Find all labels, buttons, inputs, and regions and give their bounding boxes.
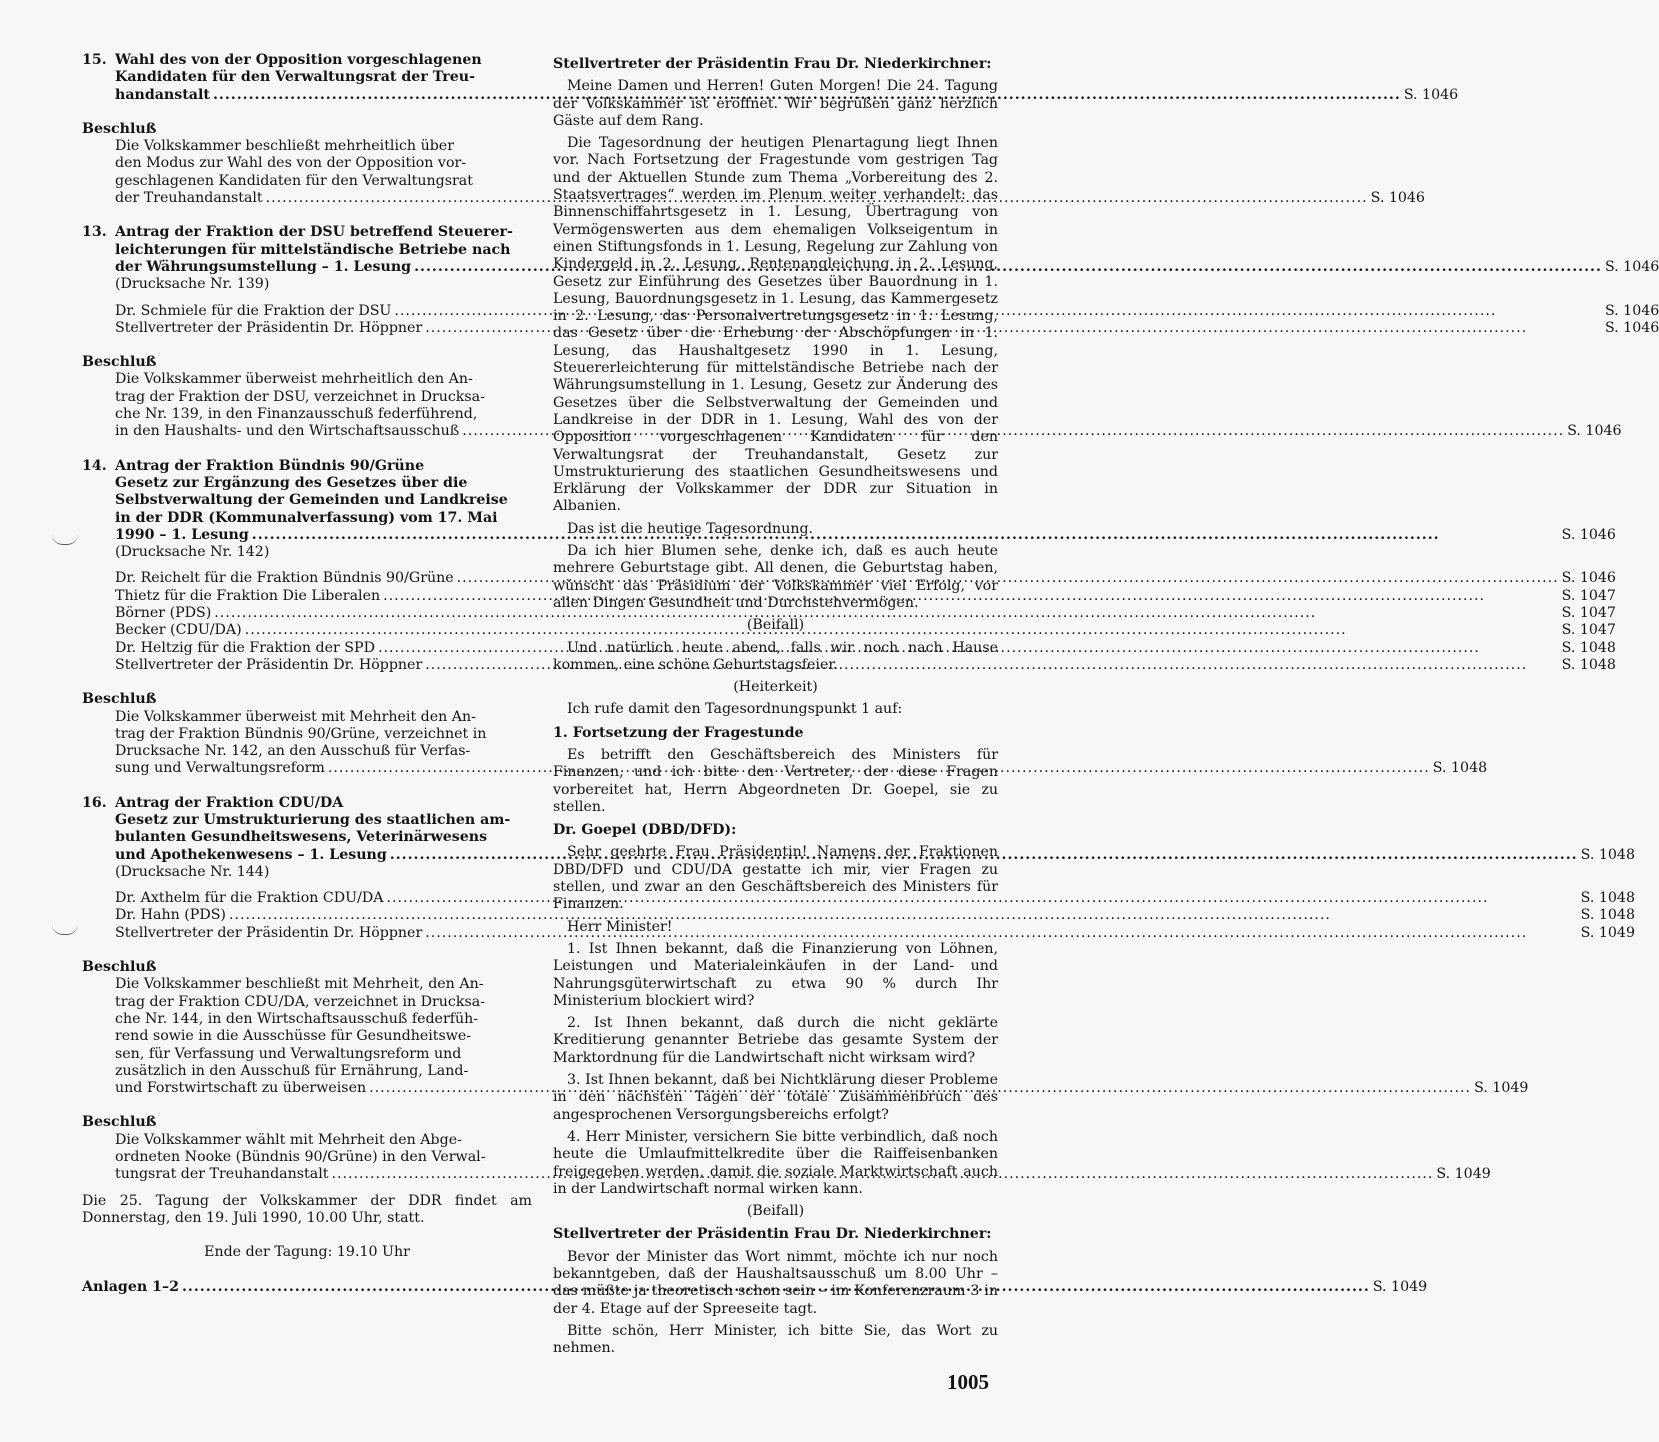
paragraph: Bitte schön, Herr Minister, ich bitte Sie, das Wort zu nehmen. — [553, 1322, 998, 1357]
item-number: 15. — [82, 52, 107, 68]
page-ref: S. 1046 — [1403, 86, 1459, 103]
paragraph: Herr Minister! — [567, 918, 673, 935]
item-number: 13. — [82, 224, 107, 241]
speaker-entry: Stellvertreter der Präsidentin Dr. Höppner ..... S. 1046 — [115, 320, 1659, 337]
speaker-heading: Dr. Goepel (DBD/DFD): — [553, 822, 737, 839]
question: 4. Herr Minister, versichern Sie bitte verbindlich, daß noch heute die Umlaufmittelkredite über die Raiffeisenbanken freigegeben werden, damit die soziale Marktwirtschaft auch in der Landwirtschaft normal wirken kann. — [553, 1128, 998, 1197]
page-ref: S. 1046 — [1604, 258, 1659, 275]
paragraph: Die Tagesordnung der heutigen Plenartagung liegt Ihnen vor. Nach Fortsetzung der Fragestunde vom gestrigen Tag und der Aktuellen Stunde zum Thema „Vorbereitung des 2. Staatsvertrages“ werden im Plenum weiter verhandelt: das Binnenschiffahrtsgesetz in 1. Lesung, Übertragung von Vermögenswerten aus dem ehemaligen Volkseigentum in einen Stiftungsfonds in 1. Lesung, Regelung zur Zahlung von Kindergeld in 2. Lesung, Rentenangleichung in 2. Lesung, Gesetz zur Einführung des Gesetzes über Bauordnung in 1. Lesung, Bauordnungsgesetz in 1. Lesung, das Kammergesetz in 2. Lesung, das Personalvertretungsgesetz in 1. Lesung, das Gesetz über die Erhebung der Abschöpfungen in 1. Lesung, das Haushaltgesetz 1990 in 1. Lesung, Steuererleichterung für mittelständische Betriebe nach der Währungsumstellung in 1. Lesung, Gesetz zur Änderung des Gesetzes über die Selbstverwaltung der Gemeinden und Landkreise in der DDR in 1. Lesung, Wahl des von der Opposition vorgeschlagenen Kandidaten für den Verwaltungsrat der Treuhandanstalt, Gesetz zur Umstrukturierung des staatlichen Gesundheitswesens und Erklärung der Volkskammer der DDR zur Situation in Albanien. — [553, 135, 998, 515]
page-number: 1005 — [947, 1370, 989, 1394]
beschluss-text: Die Volkskammer wählt mit Mehrheit den Abge- ordneten Nooke (Bündnis 90/Grüne) in den Verwal- tungsrat der Treuhandanstalt ..... S. 1049 — [82, 1132, 532, 1184]
paragraph: Meine Damen und Herren! Guten Morgen! Die 24. Tagung der Volkskammer ist eröffnet. Wir begrüßen ganz herzlich Gäste auf dem Rang. — [553, 78, 998, 129]
speaker-entry: Thietz für die Fraktion Die Liberalen ..... S. 1047 — [115, 588, 1616, 605]
question: 2. Ist Ihnen bekannt, daß durch die nicht geklärte Kreditierung genannter Betriebe das gesamte System der Marktordnung für die Landwirtschaft nicht wirksam wird? — [553, 1015, 998, 1066]
agenda-item-13: 13. Antrag der Fraktion der DSU betreffend Steuerer- leichterungen für mittelständische Betriebe nach der Währungsumstellung – 1. Lesung ..... S. 1046 (Drucksache Nr. 139) Dr. Schmiele für die Fraktion der DSU ..... S. 1046 Stellvertreter der Präsidentin Dr. Höppner ..... S. 1046 — [82, 224, 532, 337]
item-title-line: handanstalt — [115, 86, 210, 103]
beschluss-heading: Beschluß — [82, 959, 157, 976]
beschluss-text: Die Volkskammer beschließt mit Mehrheit, den An- trag der Fraktion CDU/DA, verzeichnet in Drucksa- che Nr. 144, in den Wirtschaftsausschuß federfüh- rend sowie in die Ausschüsse für Gesundheitswe- sen, für Verfassung und Verwaltungsreform und zusätzlich in den Ausschuß für Ernährung, Land- und Forstwirtschaft zu überweisen ..... S. 1049 — [82, 976, 532, 1097]
paragraph: Ich rufe damit den Tagesordnungspunkt 1 auf: — [567, 701, 903, 718]
session-end: Ende der Tagung: 19.10 Uhr — [204, 1244, 410, 1261]
speaker-heading: Stellvertreter der Präsidentin Frau Dr. Niederkirchner: — [553, 56, 992, 72]
paragraph: Es betrifft den Geschäftsbereich des Ministers für Finanzen, und ich bitte den Vertreter, der diese Fragen vorbereitet hat, Herrn Abgeordneten Dr. Goepel, sie zu stellen. — [553, 746, 998, 815]
speaker-entry: Stellvertreter der Präsidentin Dr. Höppner ..... S. 1048 — [115, 657, 1616, 674]
beschluss-heading: Beschluß — [82, 354, 157, 371]
beschluss-text: Die Volkskammer überweist mit Mehrheit den An- trag der Fraktion Bündnis 90/Grüne, verzeichnet in Drucksache Nr. 142, an den Ausschuß für Verfas- sung und Verwaltungsreform ..... S. 1048 — [82, 709, 532, 778]
paragraph: Sehr geehrte Frau Präsidentin! Namens der Fraktionen DBD/DFD und CDU/DA gestatte ich mir, vier Fragen zu stellen, und zwar an den Geschäftsbereich des Ministers für Finanzen. — [553, 844, 998, 913]
speaker-entry: Dr. Schmiele für die Fraktion der DSU ..... S. 1046 — [115, 303, 1659, 320]
paragraph: Bevor der Minister das Wort nimmt, möchte ich nur noch bekanntgeben, daß der Haushaltsausschuß um 8.00 Uhr – das müßte ja theoretisch schon sein – im Konferenzraum 3 in der 4. Etage auf der Spreeseite tagt. — [553, 1248, 998, 1317]
item-number: 16. — [82, 794, 107, 811]
interjection: (Heiterkeit) — [733, 679, 818, 696]
margin-mark — [52, 534, 78, 545]
agenda-item-14: 14. Antrag der Fraktion Bündnis 90/Grüne Gesetz zur Ergänzung des Gesetzes über die Selbstverwaltung der Gemeinden und Landkreise in der DDR (Kommunalverfassung) vom 17. Mai 1990 – 1. Lesung ..... S. 1046 (Drucksache Nr. 142) Dr. Reichelt für die Fraktion Bündnis 90/Grüne ..... S. 1046 Thietz für die Fraktion Die Liberalen ..... S. 1047 Börner (PDS) ..... S. 1047 Becker (CDU/DA) ..... S. 1047 Dr. Heltzig für die Fraktion der SPD ..... S. 1048 Stellvertreter der Präsidentin Dr. Höppner ..... S. 1048 — [82, 458, 532, 675]
speaker-entry: Dr. Heltzig für die Fraktion der SPD ..... S. 1048 — [115, 640, 1616, 657]
beschluss-heading: Beschluß — [82, 120, 157, 137]
beschluss-text: Die Volkskammer überweist mehrheitlich den An- trag der Fraktion der DSU, verzeichnet in Drucksa- che Nr. 139, in den Finanzausschuß federführend, in den Haushalts- und den Wirtschaftsausschuß ..... S. 1046 — [82, 371, 532, 440]
page-ref: S. 1046 — [1370, 190, 1425, 207]
item-title-line: Kandidaten für den Verwaltungsrat der Treu- — [115, 69, 475, 86]
paragraph: Und natürlich heute abend, falls wir noch nach Hause kommen, eine schöne Geburtstagsfeier. — [553, 639, 998, 673]
paragraph: Da ich hier Blumen sehe, denke ich, daß es auch heute mehrere Geburtstage gibt. All denen, die Geburtstag haben, wünscht das Präsidium der Volkskammer viel Erfolg, vor allen Dingen Gesundheit und Durchstehvermögen. — [553, 543, 998, 611]
agenda-item-16: 16. Antrag der Fraktion CDU/DA Gesetz zur Umstrukturierung des staatlichen am- bulanten Gesundheitswesens, Veterinärwesens und Apothekenwesens – 1. Lesung ..... S. 1048 (Drucksache Nr. 144) Dr. Axthelm für die Fraktion CDU/DA ..... S. 1048 Dr. Hahn (PDS) ..... S. 1048 Stellvertreter der Präsidentin Dr. Höppner ..... S. 1049 — [82, 795, 532, 942]
speaker-entry: Dr. Reichelt für die Fraktion Bündnis 90/Grüne ..... S. 1046 — [115, 570, 1616, 587]
drucksache: (Drucksache Nr. 139) — [115, 276, 270, 293]
speaker-entry: Dr. Hahn (PDS) ..... S. 1048 — [115, 907, 1635, 924]
margin-mark — [52, 924, 78, 935]
drucksache: (Drucksache Nr. 144) — [115, 863, 270, 880]
item-title-line: Wahl des von der Opposition vorgeschlagenen — [115, 52, 482, 68]
item-number: 14. — [82, 457, 107, 474]
beschluss-text: Die Volkskammer beschließt mehrheitlich über den Modus zur Wahl des von der Opposition vor- geschlagenen Kandidaten für den Verwaltungsrat der Treuhandanstalt ..... S. 1046 — [82, 138, 532, 207]
beschluss-heading: Beschluß — [82, 1114, 157, 1131]
interjection: (Beifall) — [746, 617, 805, 634]
speaker-entry: Dr. Axthelm für die Fraktion CDU/DA ..... S. 1048 — [115, 890, 1635, 907]
question: 1. Ist Ihnen bekannt, daß die Finanzierung von Löhnen, Leistungen und Materialeinkäufen in der Land- und Nahrungsgüterwirtschaft zu etwa 90 % durch Ihr Ministerium blockiert wird? — [553, 940, 998, 1009]
agenda-heading: 1. Fortsetzung der Fragestunde — [553, 724, 804, 741]
drucksache: (Drucksache Nr. 142) — [115, 544, 270, 561]
interjection: (Beifall) — [746, 1203, 805, 1220]
next-session-note: Die 25. Tagung der Volkskammer der DDR findet am Donnerstag, den 19. Juli 1990, 10.00 Uhr, statt. — [82, 1192, 532, 1226]
speaker-entry: Becker (CDU/DA) ..... S. 1047 — [115, 622, 1616, 639]
speaker-heading: Stellvertreter der Präsidentin Frau Dr. Niederkirchner: — [553, 1226, 992, 1243]
anlagen-entry: Anlagen 1–2 ..... S. 1049 — [82, 1279, 532, 1296]
speaker-entry: Stellvertreter der Präsidentin Dr. Höppner ..... S. 1049 — [115, 925, 1635, 942]
paragraph: Das ist die heutige Tagesordnung. — [567, 520, 814, 537]
question: 3. Ist Ihnen bekannt, daß bei Nichtklärung dieser Probleme in den nächsten Tagen der totale Zusammenbruch des angesprochenen Versorgungsbereichs erfolgt? — [553, 1072, 998, 1123]
speaker-entry: Börner (PDS) ..... S. 1047 — [115, 605, 1616, 622]
beschluss-heading: Beschluß — [82, 691, 157, 708]
right-column — [553, 56, 998, 1362]
